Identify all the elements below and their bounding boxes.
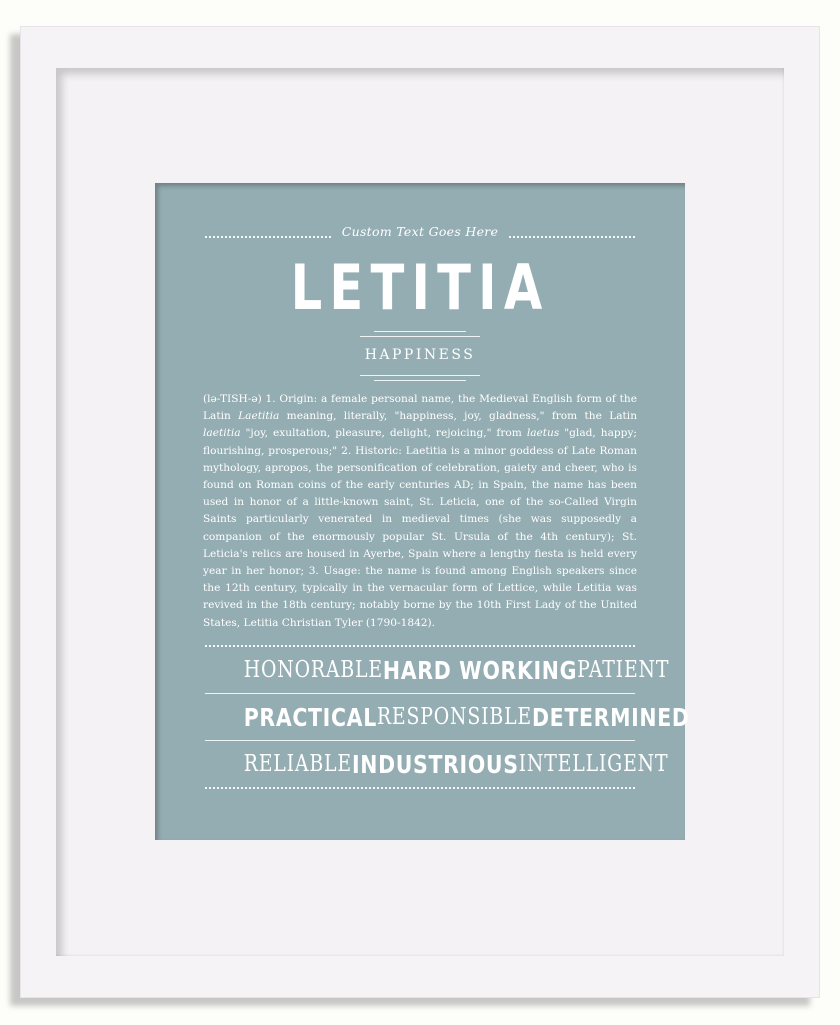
name-definition (203, 391, 637, 632)
trait-word: HARD WORKING (382, 655, 578, 685)
trait-word: INDUSTRIOUS (351, 749, 519, 779)
rule-above-meaning-1 (374, 331, 466, 332)
traits-line (243, 741, 669, 787)
traits-line (243, 647, 670, 693)
rule-above-meaning-2 (360, 336, 480, 337)
name-meaning: HAPPINESS (364, 347, 476, 363)
custom-text: Custom Text Goes Here (341, 224, 499, 239)
traits-line (243, 694, 690, 740)
trait-word: INTELLIGENT (518, 751, 669, 777)
definition-text: "joy, exultation, pleasure, delight, rejoicing," from (240, 427, 527, 440)
definition-italic: laetus (526, 427, 560, 440)
trait-word: PATIENT (577, 657, 670, 683)
rule-below-meaning-1 (360, 375, 480, 376)
custom-text-row (205, 224, 635, 247)
rule-below-meaning-2 (374, 380, 466, 381)
name-title: LETITIA (290, 251, 550, 324)
dotted-divider-traits-bottom (205, 787, 635, 789)
definition-text: (lə-TISH-ə) 1. Origin: a female personal name, the Medieval English form of the Latin (203, 393, 637, 423)
trait-word: PRACTICAL (243, 702, 377, 732)
definition-text: meaning, literally, "happiness, joy, gladness," from the Latin (279, 410, 638, 423)
trait-word: RELIABLE (243, 751, 352, 777)
traits-block (205, 645, 690, 789)
name-art-print (155, 183, 690, 840)
trait-word: RESPONSIBLE (376, 704, 533, 730)
trait-word: HONORABLE (243, 657, 383, 683)
definition-text: "glad, happy; flourishing, prosperous;" 2. Historic: Laetitia is a minor goddess of Late Roman mythology, apropos, the personification of celebration, gaiety and cheer, who is found on Roman coins of the early centuries AD; in Spain, the name has been used in honor of a little-known saint, St. Leticia, one of the so-Called Virgin Saints particularly venerated in medieval times (she was supposedly a companion of the enormously popular St. Ursula of the 4th century); St. Leticia's relics are housed in Ayerbe, Spain where a lengthy fiesta is held every year in her honor; 3. Usage: the name is found among English speakers since the 12th century, typically in the vernacular form of Lettice, while Letitia was revived in the 18th century; notably borne by the 10th First Lady of the United States, Letitia Christian Tyler (1790-1842). (203, 427, 638, 629)
definition-italic: laetitia (203, 427, 241, 440)
definition-italic: Laetitia (238, 410, 280, 423)
trait-word: DETERMINED (532, 702, 690, 732)
dotted-divider-right (509, 236, 635, 238)
